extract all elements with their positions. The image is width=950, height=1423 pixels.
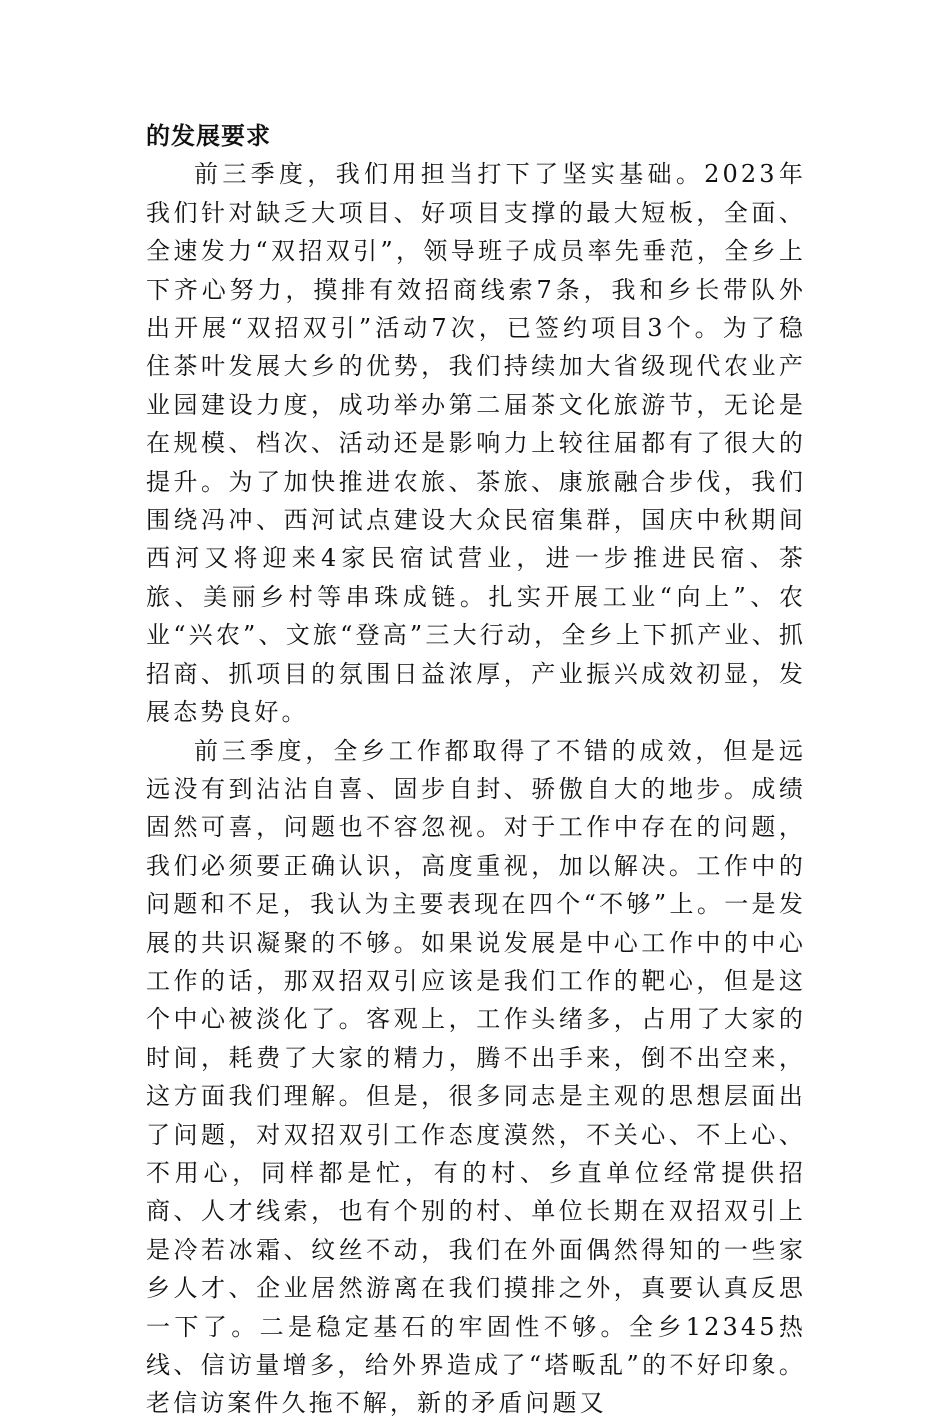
- document-body: [146, 117, 806, 1423]
- section-heading: 的发展要求: [146, 122, 271, 150]
- paragraph-achievements: 前三季度，我们用担当打下了坚实基础。2023年我们针对缺乏大项目、好项目支撑的最大短板，全面、全速发力“双招双引”，领导班子成员率先垂范，全乡上下齐心努力，摸排有效招商线索7条，我和乡长带队外出开展“双招双引”活动7次，已签约项目3个。为了稳住茶叶发展大乡的优势，我们持续加大省级现代农业产业园建设力度，成功举办第二届茶文化旅游节，无论是在规模、档次、活动还是影响力上较往届都有了很大的提升。为了加快推进农旅、茶旅、康旅融合步伐，我们围绕冯冲、西河试点建设大众民宿集群，国庆中秋期间西河又将迎来4家民宿试营业，进一步推进民宿、茶旅、美丽乡村等串珠成链。扎实开展工业“向上”、农业“兴农”、文旅“登高”三大行动，全乡上下抓产业、抓招商、抓项目的氛围日益浓厚，产业振兴成效初显，发展态势良好。: [146, 160, 806, 727]
- paragraph-problems: 前三季度，全乡工作都取得了不错的成效，但是远远没有到沾沾自喜、固步自封、骄傲自大的地步。成绩固然可喜，问题也不容忽视。对于工作中存在的问题，我们必须要正确认识，高度重视，加以解决。工作中的问题和不足，我认为主要表现在四个“不够”上。一是发展的共识凝聚的不够。如果说发展是中心工作中的中心工作的话，那双招双引应该是我们工作的靶心，但是这个中心被淡化了。客观上，工作头绪多，占用了大家的时间，耗费了大家的精力，腾不出手来，倒不出空来，这方面我们理解。但是，很多同志是主观的思想层面出了问题，对双招双引工作态度漠然，不关心、不上心、不用心，同样都是忙，有的村、乡直单位经常提供招商、人才线索，也有个别的村、单位长期在双招双引上是冷若冰霜、纹丝不动，我们在外面偶然得知的一些家乡人才、企业居然游离在我们摸排之外，真要认真反思一下了。二是稳定基石的牢固性不够。全乡12345热线、信访量增多，给外界造成了“塔畈乱”的不好印象。老信访案件久拖不解，新的矛盾问题又: [146, 736, 806, 1418]
